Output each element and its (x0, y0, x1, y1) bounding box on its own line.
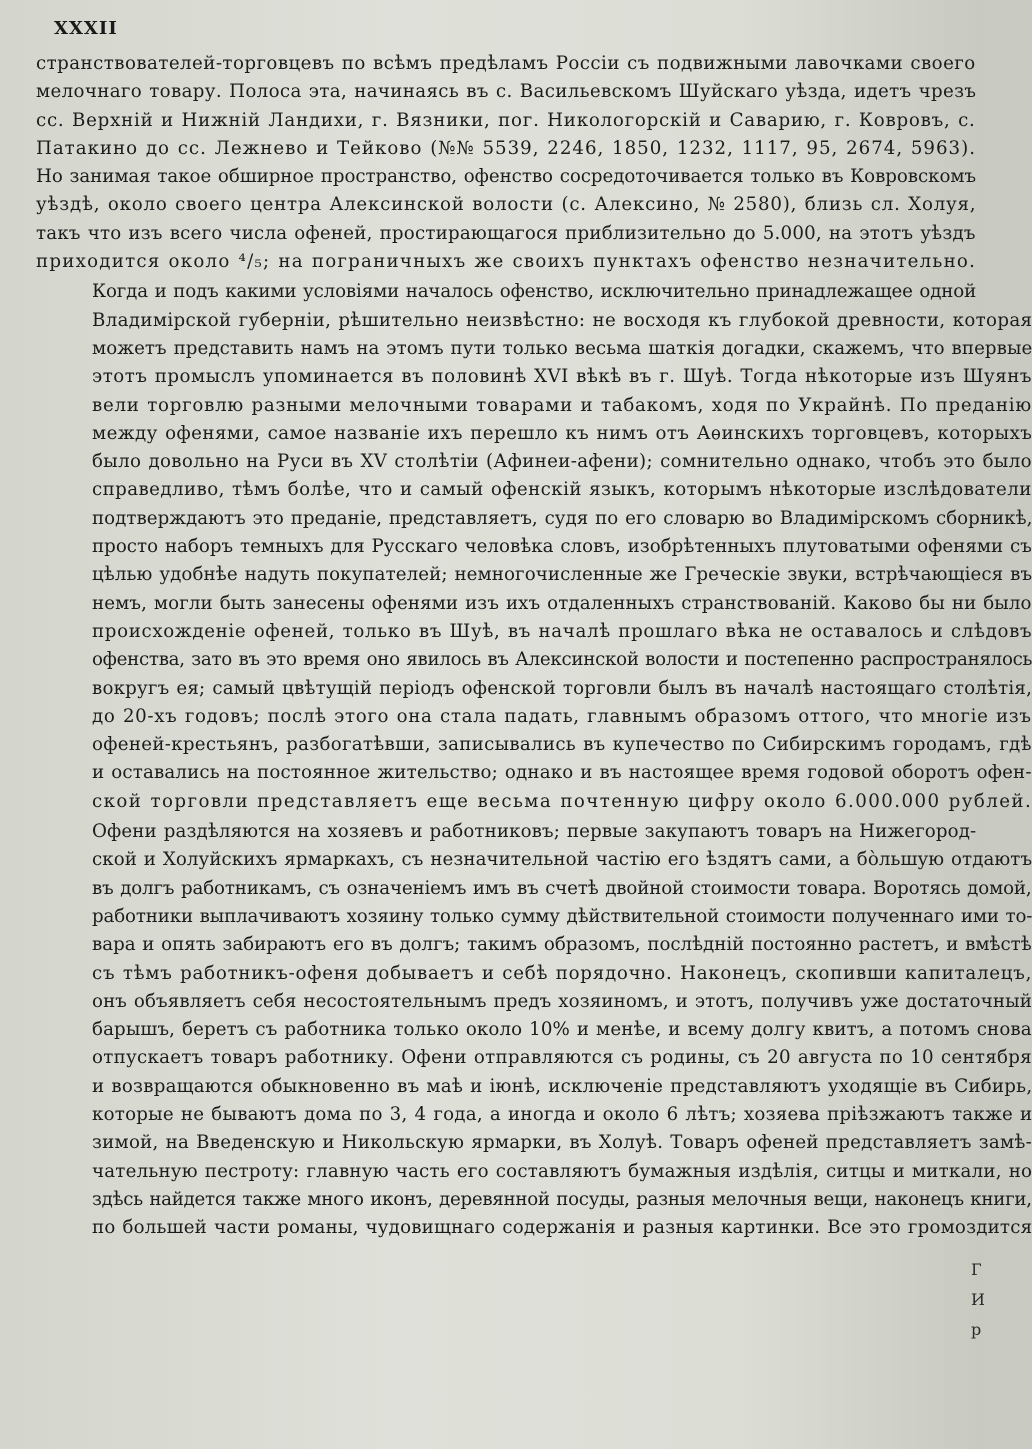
text-line: работники выплачиваютъ хозяину только сумму дѣйствительной стоимости полученнаго ими то- (92, 905, 1032, 927)
text-line: вокругъ ея; самый цвѣтущій періодъ офенской торговли былъ въ началѣ настоящаго столѣтія, (92, 677, 1032, 699)
text-line: съ тѣмъ работникъ-офеня добываетъ и себѣ порядочно. Наконецъ, скопивши капиталецъ, (92, 962, 1032, 984)
text-line: между офенями, самое названіе ихъ перешло къ нимъ отъ Аѳинскихъ торговцевъ, которыхъ (92, 422, 1032, 444)
text-line: ской торговли представляетъ еще весьма почтенную цифру около 6.000.000 рублей. (92, 790, 1032, 812)
text-line: такъ что изъ всего числа офеней, простирающагося приблизительно до 5.000, на этотъ уѣздъ (36, 222, 976, 244)
text-line: зимой, на Введенскую и Никольскую ярмарки, въ Холуѣ. Товаръ офеней представляетъ замѣ- (92, 1132, 1032, 1154)
text-line: и оставались на постоянное жительство; однако и въ настоящее время годовой оборотъ офен- (92, 762, 1032, 784)
paragraph-1 (36, 50, 976, 276)
text-line: въ долгъ работникамъ, съ означеніемъ имъ въ счетѣ двойной стоимости товара. Воротясь домой, (92, 877, 1032, 899)
paragraph-2 (36, 278, 1032, 816)
text-line: подтверждаютъ это преданіе, представляетъ, судя по его словарю во Владимірскомъ сборникѣ, (92, 507, 1032, 529)
text-line: чательную пестроту: главную часть его составляютъ бумажныя издѣлія, ситцы и миткали, но (92, 1160, 1032, 1182)
text-line: Но занимая такое обширное пространство, офенство сосредоточивается только въ Ковровскомъ (36, 166, 976, 188)
text-line: немъ, могли быть занесены офенями изъ ихъ отдаленныхъ странствованій. Каково бы ни было (92, 592, 1032, 614)
text-line: отпускаетъ товаръ работнику. Офени отправляются съ родины, съ 20 августа по 10 сентября (92, 1047, 1032, 1069)
text-line: Когда и подъ какими условіями началось офенство, исключительно принадлежащее одной (92, 281, 977, 303)
text-line: барышъ, беретъ съ работника только около 10% и менѣе, и всему долгу квитъ, а потомъ снова (92, 1019, 1032, 1041)
paragraph-3 (36, 818, 1032, 1242)
text-line: Офени раздѣляются на хозяевъ и работниковъ; первые закупаютъ товаръ на Нижегород- (92, 821, 977, 843)
text-line: офеней-крестьянъ, разбогатѣвши, записывались въ купечество по Сибирскимъ городамъ, гдѣ (92, 734, 1032, 756)
text-line: было довольно на Руси въ XV столѣтіи (Афинеи-афени); сомнительно однако, чтобъ это было (92, 451, 1032, 473)
text-line: мелочнаго товару. Полоса эта, начинаясь въ с. Васильевскомъ Шуйскаго уѣзда, идетъ чрезъ (36, 81, 977, 103)
text-line: по большей части романы, чудовищнаго содержанія и разныя картинки. Все это громоздится (92, 1217, 1032, 1239)
margin-glyph: И (971, 1290, 985, 1309)
text-line: уѣздѣ, около своего центра Алексинской волости (с. Алексино, № 2580), близь сл. Холуя, (36, 194, 977, 216)
text-line: Владимірской губерніи, рѣшительно неизвѣстно: не восходя къ глубокой древности, которая (92, 309, 1032, 331)
text-line: онъ объявляетъ себя несостоятельнымъ предъ хозяиномъ, и этотъ, получивъ уже достаточный (92, 990, 1032, 1012)
margin-glyph: р (971, 1320, 982, 1339)
text-line: странствователей-торговцевъ по всѣмъ предѣламъ Россіи съ подвижными лавочками своего (36, 53, 976, 74)
text-line: офенства, зато въ это время оно явилось въ Алексинской волости и постепенно распространялось (92, 649, 1032, 671)
text-line: и возвращаются обыкновенно въ маѣ и іюнѣ, исключеніе представляютъ уходящіе въ Сибирь, (92, 1075, 1032, 1097)
text-line: просто наборъ темныхъ для Русскаго человѣка словъ, изобрѣтенныхъ плутоватыми офенями съ (92, 536, 1032, 558)
text-line: сс. Верхній и Нижній Ландихи, г. Вязники, пог. Никологорскій и Саварию, г. Ковровъ, с. (36, 109, 976, 131)
text-line: приходится около ⁴/₅; на пограничныхъ же своихъ пунктахъ офенство незначительно. (36, 251, 977, 273)
text-line: Патакино до сс. Лежнево и Тейково (№№ 5539, 2246, 1850, 1232, 1117, 95, 2674, 5963). (36, 137, 976, 159)
page-number: XXXII (54, 18, 118, 39)
text-line: происхожденіе офеней, только въ Шуѣ, въ началѣ прошлаго вѣка не оставалось и слѣдовъ (92, 620, 1032, 642)
margin-fragment (971, 1255, 983, 1345)
margin-glyph: Г (971, 1260, 982, 1279)
text-line: здѣсь найдется также много иконъ, деревянной посуды, разныя мелочныя вещи, наконецъ книги, (92, 1188, 1032, 1210)
text-line: можетъ представить намъ на этомъ пути только весьма шаткія догадки, скажемъ, что впервые (92, 337, 1032, 359)
text-line: справедливо, тѣмъ болѣе, что и самый офенскій языкъ, которымъ нѣкоторые изслѣдователи (92, 479, 1032, 501)
text-line: этотъ промыслъ упоминается въ половинѣ XVI вѣкѣ въ г. Шуѣ. Тогда нѣкоторые изъ Шуянъ (92, 366, 1032, 388)
text-line: вели торговлю разными мелочными товарами и табакомъ, ходя по Украйнѣ. По преданію (92, 394, 1032, 416)
text-line: до 20-хъ годовъ; послѣ этого она стала падать, главнымъ образомъ оттого, что многіе изъ (92, 705, 1032, 727)
text-line: ской и Холуйскихъ ярмаркахъ, съ незначительной частію его ѣздятъ сами, а бо̀льшую отдаютъ (92, 849, 1032, 871)
text-line: которые не бываютъ дома по 3, 4 года, а иногда и около 6 лѣтъ; хозяева пріѣзжаютъ также и (92, 1103, 1032, 1125)
body-text (36, 50, 1032, 1242)
text-line: цѣлью удобнѣе надуть покупателей; немногочисленные же Греческіе звуки, встрѣчающіеся въ (92, 564, 1032, 586)
text-line: вара и опять забираютъ его въ долгъ; такимъ образомъ, послѣдній постоянно растетъ, и вмѣстѣ (92, 934, 1032, 956)
